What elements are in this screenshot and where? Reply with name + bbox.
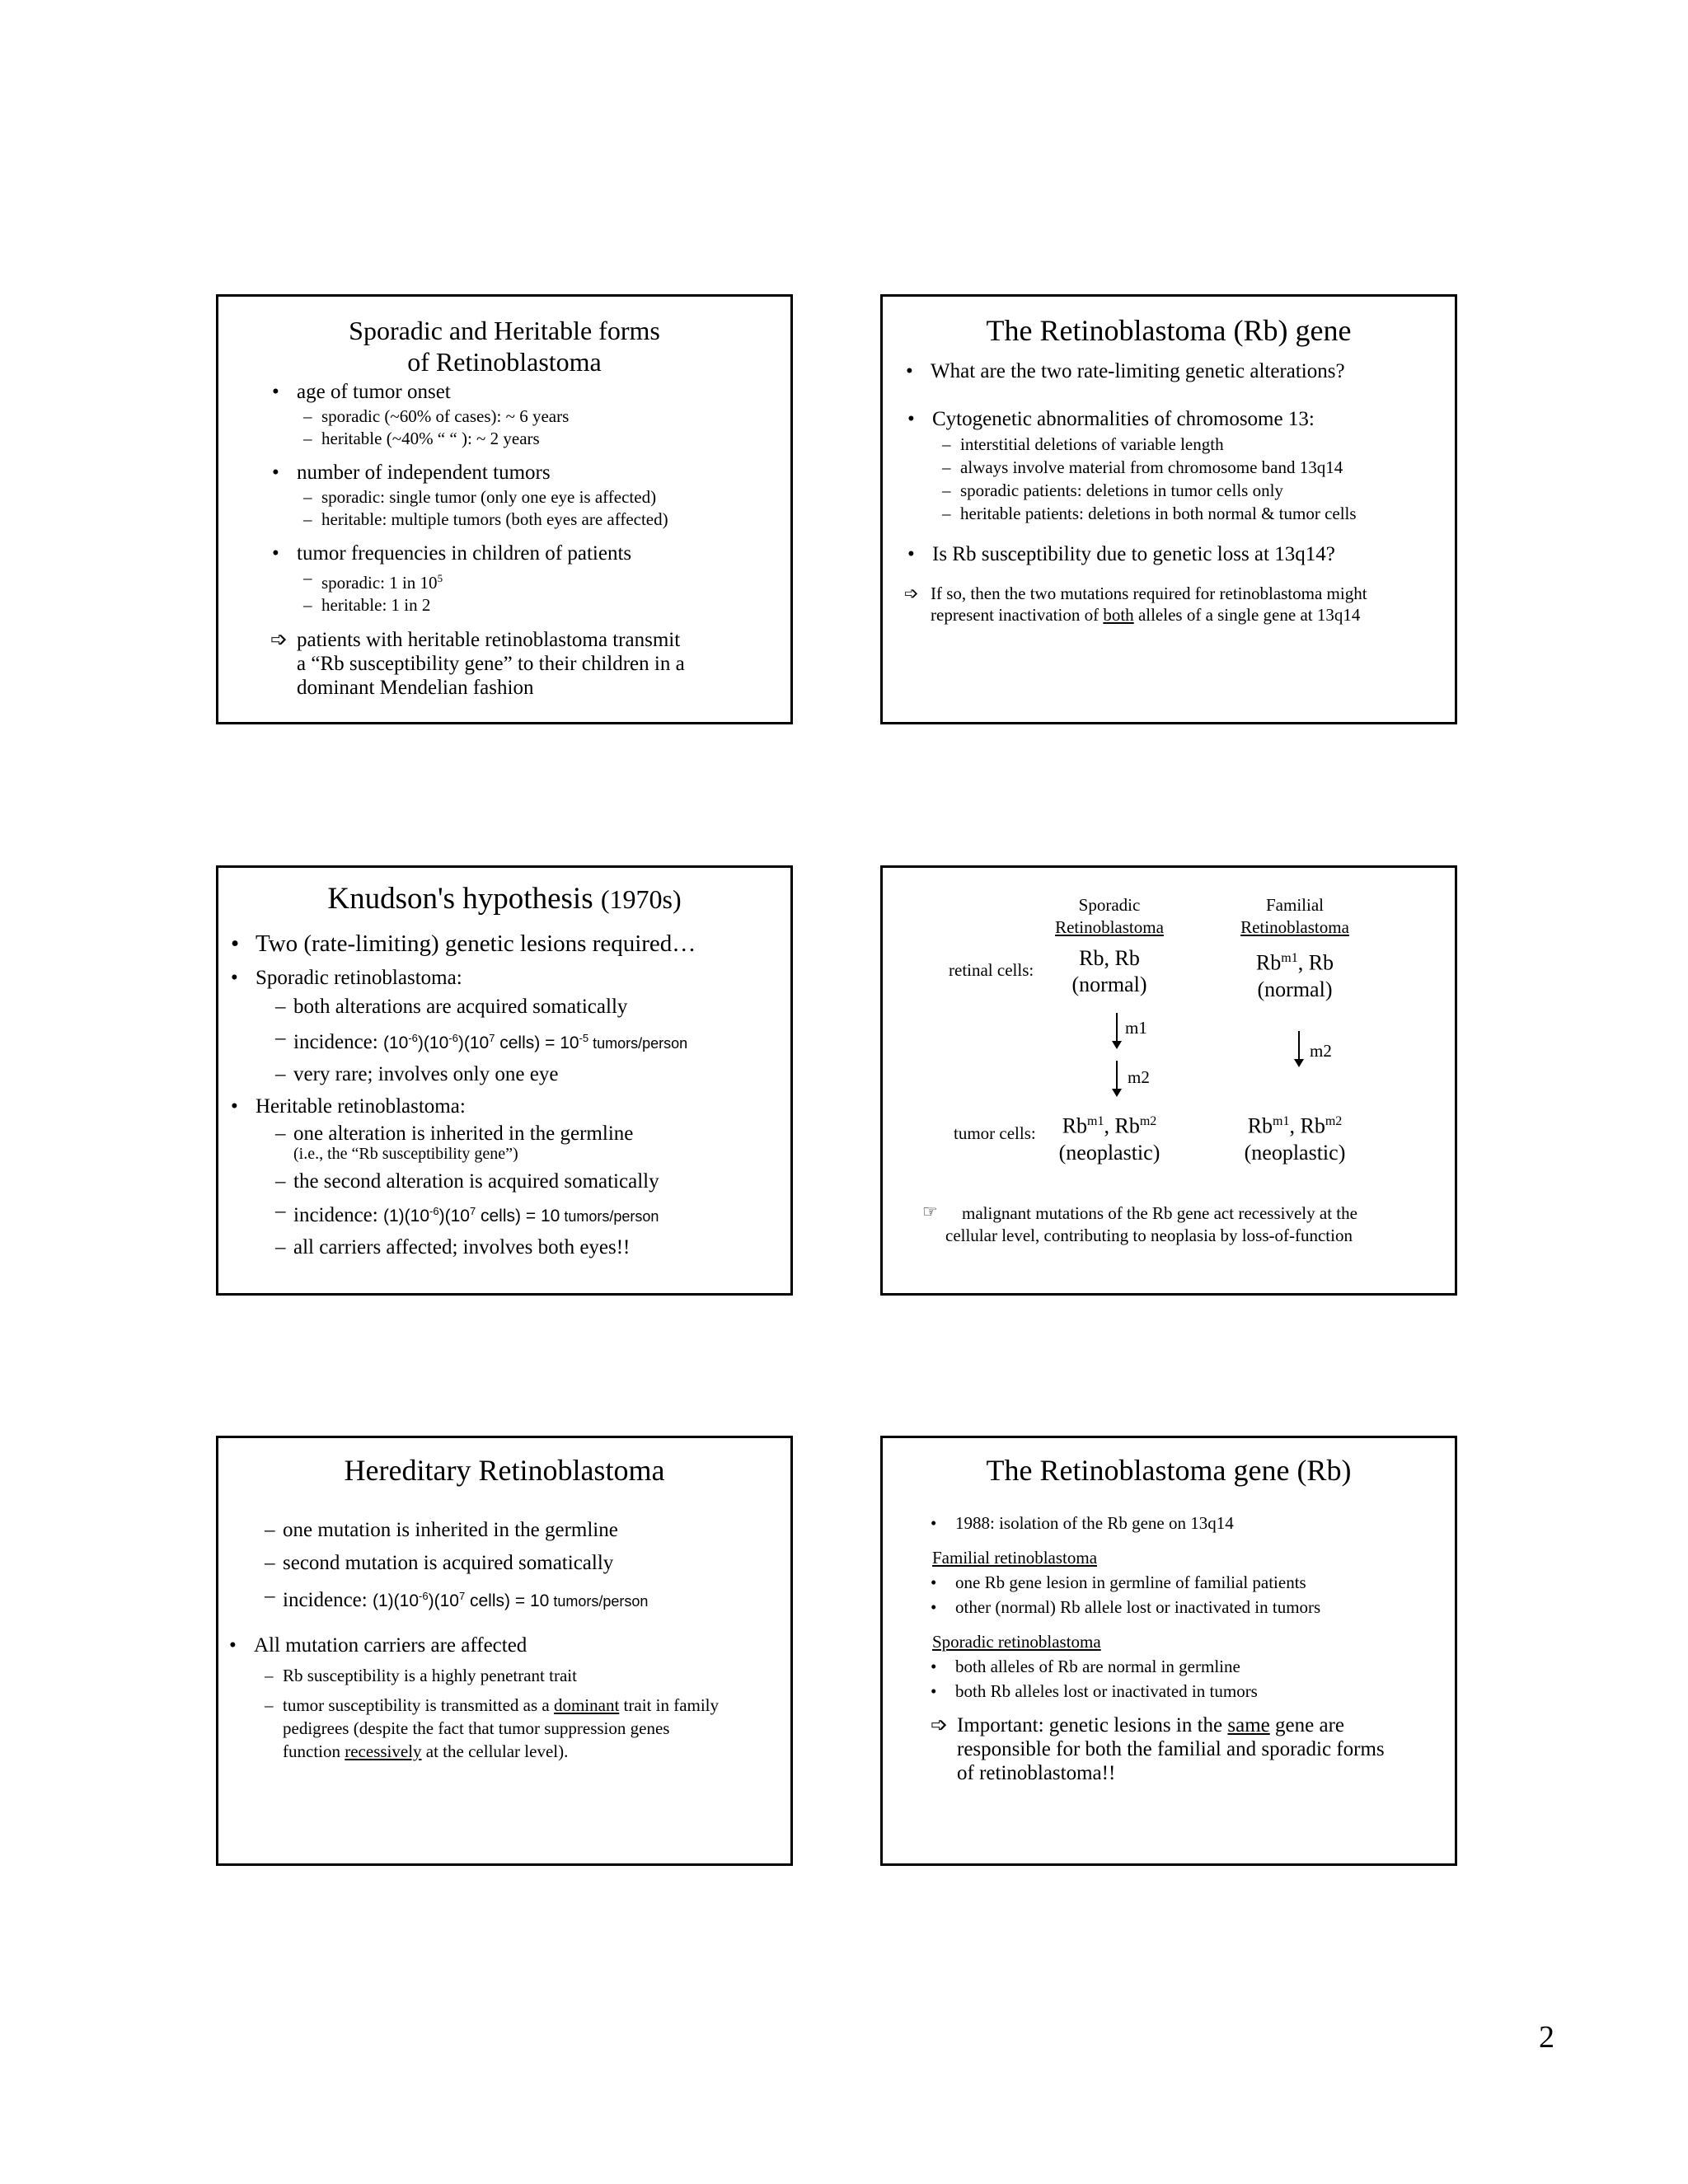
arrow-m2 (1116, 1061, 1118, 1095)
bullet-rate-limiting: • What are the two rate-limiting genetic alterations? (931, 359, 1443, 385)
slide-rb-gene (880, 294, 1457, 724)
conclusion: ➩ If so, then the two mutations required for retinoblastoma might represent inactivation of both alleles of a single gene at 13q14 (931, 583, 1442, 626)
sub-item: – sporadic: single tumor (only one eye is affected) (321, 486, 783, 509)
bullet-age-onset: • age of tumor onset (297, 379, 783, 405)
sub-item: – interstitial deletions of variable length (960, 433, 1443, 456)
arrow-m1 (1116, 1013, 1118, 1047)
bullet-1988: • 1988: isolation of the Rb gene on 13q14 (955, 1511, 1443, 1535)
bullet-two-lesions: • Two (rate-limiting) genetic lesions required… (256, 929, 783, 958)
familial-tumor-genotype: $Rb^{m1}$, $Rb^{m2}$ (neoplastic) (1244, 1113, 1346, 1165)
sub-item: – sporadic: 1 in $10^5$ (321, 567, 783, 594)
bullet-carriers-affected: • All mutation carriers are affected (254, 1633, 781, 1659)
sub-item: – both alterations are acquired somatically (293, 991, 783, 1023)
column-header-sporadic: Sporadic Retinoblastoma (1055, 895, 1164, 937)
sub-note: (i.e., the “Rb susceptibility gene”) (293, 1145, 518, 1163)
bullet-cytogenetic: • Cytogenetic abnormalities of chromosome 13: (932, 406, 1443, 433)
bullet-sporadic: • Sporadic retinoblastoma: (256, 965, 783, 991)
row-label-tumor: tumor cells: (954, 1123, 1036, 1143)
sub-item: – heritable: 1 in 2 (321, 594, 783, 616)
arrow-familial-m2 (1298, 1031, 1300, 1066)
sub-item: – second mutation is acquired somatically (283, 1547, 777, 1580)
slide-knudson (216, 865, 793, 1296)
sporadic-retinal-genotype: Rb, Rb (normal) (1071, 946, 1147, 996)
list-item: • both Rb alleles lost or inactivated in tumors (955, 1679, 1457, 1704)
note: malignant mutations of the Rb gene act recessively at the cellular level, contributing to neoplasia by loss-of-function (945, 1203, 1357, 1245)
sub-item: – Rb susceptibility is a highly penetrant trait (283, 1664, 781, 1687)
bullet-heritable: • Heritable retinoblastoma: (256, 1094, 783, 1120)
sub-item: – very rare; involves only one eye (293, 1059, 783, 1090)
label-m2: m2 (1128, 1067, 1150, 1087)
bullet-rb-susceptibility: • Is Rb susceptibility due to genetic loss at 13q14? (932, 541, 1443, 568)
pointing-hand-icon: ☞ (922, 1202, 938, 1221)
sub-item: – one mutation is inherited in the germline (283, 1514, 777, 1547)
label-m1: m1 (1125, 1018, 1147, 1038)
incidence-sporadic: – incidence: $(10^{-6})(10^{-6})(10^7$ cells) = $10^{-5}$ tumors/person (293, 1023, 783, 1059)
slide-sporadic-heritable (216, 294, 793, 724)
sporadic-tumor-genotype: $Rb^{m1}$, $Rb^{m2}$ (neoplastic) (1058, 1113, 1160, 1165)
incidence: – incidence: $(1)(10^{-6})(10^7$ cells) = 10 tumors/person (283, 1580, 777, 1618)
sub-item: – the second alteration is acquired somatically (293, 1168, 783, 1196)
slide-title: The Retinoblastoma (Rb) gene (986, 314, 1352, 347)
slide-title: Sporadic and Heritable forms of Retinoblastoma (349, 316, 660, 377)
heading-sporadic: Sporadic retinoblastoma (932, 1632, 1101, 1652)
slide-title: Knudson's hypothesis (1970s) (327, 882, 682, 916)
page-number: 2 (1539, 2020, 1554, 2055)
heading-familial: Familial retinoblastoma (932, 1548, 1098, 1568)
sub-item: – heritable (~40% “ “ ): ~ 2 years (321, 428, 783, 450)
list-item: • one Rb gene lesion in germline of familial patients (955, 1570, 1457, 1595)
column-header-familial: Familial Retinoblastoma (1240, 895, 1349, 937)
sub-item: – all carriers affected; involves both eyes!! (293, 1232, 783, 1263)
sub-item: – sporadic patients: deletions in tumor cells only (960, 479, 1443, 502)
sub-item: – always involve material from chromosome band 13q14 (960, 456, 1443, 479)
sub-item: – sporadic (~60% of cases): ~ 6 years (321, 405, 783, 428)
slide-hereditary (216, 1436, 793, 1866)
sub-item: – heritable patients: deletions in both normal & tumor cells (960, 502, 1443, 525)
familial-retinal-genotype: $Rb^{m1}$, Rb (normal) (1255, 950, 1334, 1001)
bullet-independent-tumors: • number of independent tumors (297, 460, 783, 486)
row-label-retinal: retinal cells: (949, 960, 1034, 980)
bullet-tumor-frequencies: • tumor frequencies in children of patients (297, 541, 783, 567)
slide-rb-gene-familial-sporadic (880, 1436, 1457, 1866)
conclusion: ➩ Important: genetic lesions in the same gene are responsible for both the familial and sporadic forms of retinoblastoma!! (957, 1713, 1457, 1785)
incidence-heritable: – incidence: $(1)(10^{-6})(10^7$ cells) = 10 tumors/person (293, 1196, 783, 1232)
sub-item: – heritable: multiple tumors (both eyes are affected) (321, 509, 783, 531)
label-familial-m2: m2 (1310, 1041, 1332, 1061)
sub-item-dominant: – tumor susceptibility is transmitted as a dominant trait in family pedigrees (despite the fact that tumor suppression genes function recessively at the cellular level). (283, 1694, 781, 1763)
list-item: • other (normal) Rb allele lost or inactivated in tumors (955, 1595, 1457, 1619)
slide-rb-mutation-diagram (880, 865, 1457, 1296)
conclusion: ➩ patients with heritable retinoblastoma transmit a “Rb susceptibility gene” to their children in a dominant Mendelian fashion (297, 628, 783, 700)
slide-title: Hereditary Retinoblastoma (344, 1454, 665, 1487)
sub-item: – one alteration is inherited in the germline (293, 1120, 783, 1148)
slide-title: The Retinoblastoma gene (Rb) (986, 1454, 1352, 1487)
list-item: • both alleles of Rb are normal in germline (955, 1654, 1457, 1679)
